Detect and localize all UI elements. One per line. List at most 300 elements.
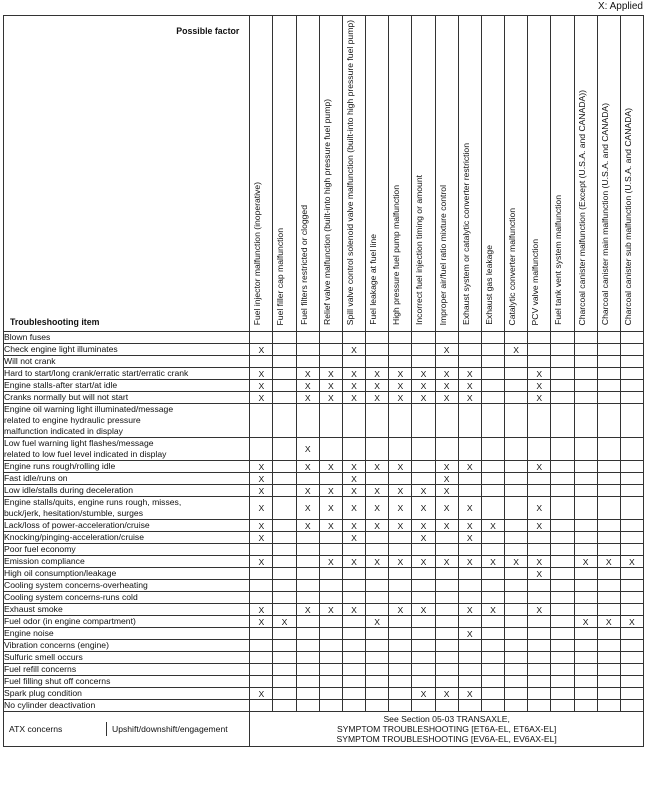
empty-cell: [273, 652, 296, 664]
empty-cell: [366, 652, 389, 664]
applied-mark: X: [528, 520, 551, 532]
factor-label: Charcoal canister malfunction (Except (U.S.A. and CANADA)): [576, 89, 587, 326]
empty-cell: [273, 688, 296, 700]
applied-mark: X: [342, 604, 365, 616]
empty-cell: [412, 700, 435, 712]
applied-mark: X: [435, 392, 458, 404]
applied-mark: X: [597, 616, 620, 628]
applied-mark: X: [574, 616, 597, 628]
empty-cell: [597, 628, 620, 640]
empty-cell: [481, 688, 504, 700]
empty-cell: [574, 438, 597, 461]
empty-cell: [319, 676, 342, 688]
empty-cell: [342, 544, 365, 556]
empty-cell: [528, 473, 551, 485]
empty-cell: [481, 356, 504, 368]
empty-cell: [250, 544, 273, 556]
empty-cell: [273, 700, 296, 712]
factor-label: Exhaust system or catalytic converter restriction: [460, 143, 471, 326]
table-row: [4, 438, 644, 461]
empty-cell: [574, 485, 597, 497]
factor-label: Spill valve control solenoid valve malfunction (built-into high pressure fuel pump): [344, 20, 355, 326]
empty-cell: [574, 544, 597, 556]
troubleshooting-item: Engine stalls-after start/at idle: [4, 380, 250, 392]
empty-cell: [366, 438, 389, 461]
empty-cell: [481, 568, 504, 580]
applied-mark: X: [435, 380, 458, 392]
empty-cell: [389, 688, 412, 700]
empty-cell: [574, 532, 597, 544]
troubleshooting-item: Fuel filling shut off concerns: [4, 676, 250, 688]
factor-header-9: [435, 16, 458, 332]
table-row: [4, 497, 644, 520]
empty-cell: [458, 404, 481, 438]
applied-mark: X: [273, 616, 296, 628]
applied-mark: X: [366, 380, 389, 392]
empty-cell: [366, 664, 389, 676]
empty-cell: [481, 580, 504, 592]
applied-mark: X: [342, 556, 365, 568]
empty-cell: [458, 592, 481, 604]
applied-mark: X: [458, 628, 481, 640]
applied-mark: X: [389, 368, 412, 380]
empty-cell: [620, 461, 643, 473]
empty-cell: [597, 520, 620, 532]
applied-mark: X: [250, 688, 273, 700]
applied-mark: X: [505, 344, 528, 356]
empty-cell: [273, 380, 296, 392]
empty-cell: [481, 497, 504, 520]
empty-cell: [551, 544, 574, 556]
empty-cell: [620, 344, 643, 356]
empty-cell: [505, 568, 528, 580]
factor-label: PCV valve malfunction: [530, 238, 541, 326]
empty-cell: [481, 404, 504, 438]
empty-cell: [574, 664, 597, 676]
table-row: [4, 664, 644, 676]
empty-cell: [319, 628, 342, 640]
empty-cell: [412, 616, 435, 628]
applied-mark: X: [435, 485, 458, 497]
empty-cell: [551, 380, 574, 392]
empty-cell: [597, 688, 620, 700]
empty-cell: [319, 616, 342, 628]
empty-cell: [597, 652, 620, 664]
empty-cell: [435, 356, 458, 368]
empty-cell: [481, 485, 504, 497]
empty-cell: [597, 438, 620, 461]
empty-cell: [319, 404, 342, 438]
table-row: [4, 485, 644, 497]
factor-header-17: [620, 16, 643, 332]
table-row: [4, 700, 644, 712]
empty-cell: [597, 473, 620, 485]
applied-mark: X: [528, 392, 551, 404]
applied-mark: X: [366, 520, 389, 532]
factor-header-4: [319, 16, 342, 332]
empty-cell: [481, 616, 504, 628]
troubleshooting-item: Low fuel warning light flashes/message related to low fuel level indicated in display: [4, 438, 250, 461]
empty-cell: [551, 616, 574, 628]
empty-cell: [505, 676, 528, 688]
empty-cell: [574, 676, 597, 688]
empty-cell: [273, 544, 296, 556]
applied-mark: X: [458, 688, 481, 700]
factor-label: Improper air/fuel ratio mixture control: [437, 184, 448, 326]
table-row: [4, 473, 644, 485]
table-body: [4, 332, 644, 747]
empty-cell: [366, 604, 389, 616]
applied-mark: X: [458, 604, 481, 616]
empty-cell: [551, 404, 574, 438]
empty-cell: [597, 356, 620, 368]
empty-cell: [481, 344, 504, 356]
empty-cell: [597, 532, 620, 544]
empty-cell: [505, 640, 528, 652]
troubleshooting-item: Fast idle/runs on: [4, 473, 250, 485]
empty-cell: [574, 604, 597, 616]
empty-cell: [296, 332, 319, 344]
empty-cell: [435, 628, 458, 640]
empty-cell: [620, 676, 643, 688]
empty-cell: [435, 532, 458, 544]
applied-mark: X: [458, 520, 481, 532]
empty-cell: [505, 380, 528, 392]
empty-cell: [296, 344, 319, 356]
empty-cell: [574, 356, 597, 368]
applied-mark: X: [458, 368, 481, 380]
table-row: [4, 556, 644, 568]
empty-cell: [319, 700, 342, 712]
table-row: [4, 568, 644, 580]
empty-cell: [597, 404, 620, 438]
applied-mark: X: [412, 497, 435, 520]
empty-cell: [620, 380, 643, 392]
troubleshooting-item: Will not crank: [4, 356, 250, 368]
empty-cell: [273, 640, 296, 652]
empty-cell: [296, 676, 319, 688]
table-row: [4, 676, 644, 688]
empty-cell: [528, 344, 551, 356]
empty-cell: [574, 332, 597, 344]
empty-cell: [273, 461, 296, 473]
empty-cell: [342, 356, 365, 368]
applied-mark: X: [366, 485, 389, 497]
applied-mark: X: [296, 520, 319, 532]
empty-cell: [250, 592, 273, 604]
empty-cell: [250, 676, 273, 688]
applied-mark: X: [319, 368, 342, 380]
applied-mark: X: [435, 461, 458, 473]
table-row: [4, 332, 644, 344]
empty-cell: [551, 344, 574, 356]
troubleshooting-item: Engine oil warning light illuminated/message related to engine hydraulic pressure malfunction indicated in display: [4, 404, 250, 438]
applied-mark: X: [319, 485, 342, 497]
empty-cell: [551, 688, 574, 700]
troubleshooting-item: Engine noise: [4, 628, 250, 640]
factor-header-7: [389, 16, 412, 332]
empty-cell: [597, 497, 620, 520]
empty-cell: [250, 568, 273, 580]
empty-cell: [412, 344, 435, 356]
empty-cell: [551, 640, 574, 652]
empty-cell: [389, 616, 412, 628]
empty-cell: [250, 332, 273, 344]
empty-cell: [366, 473, 389, 485]
troubleshooting-item: Lack/loss of power-acceleration/cruise: [4, 520, 250, 532]
empty-cell: [366, 404, 389, 438]
factor-header-2: [273, 16, 296, 332]
atx-sub-item-label: Upshift/downshift/engagement: [112, 724, 228, 735]
applied-mark: X: [435, 368, 458, 380]
empty-cell: [389, 356, 412, 368]
troubleshooting-item: Cranks normally but will not start: [4, 392, 250, 404]
possible-factor-label: Possible factor: [176, 26, 240, 36]
empty-cell: [389, 628, 412, 640]
factor-header-5: [342, 16, 365, 332]
applied-mark: X: [458, 556, 481, 568]
empty-cell: [481, 652, 504, 664]
applied-mark: X: [296, 461, 319, 473]
empty-cell: [574, 652, 597, 664]
applied-mark: X: [481, 604, 504, 616]
empty-cell: [296, 404, 319, 438]
empty-cell: [481, 438, 504, 461]
table-row: [4, 652, 644, 664]
empty-cell: [597, 461, 620, 473]
empty-cell: [574, 368, 597, 380]
empty-cell: [366, 568, 389, 580]
empty-cell: [505, 332, 528, 344]
empty-cell: [597, 485, 620, 497]
applied-mark: X: [250, 497, 273, 520]
factor-header-14: [551, 16, 574, 332]
empty-cell: [574, 640, 597, 652]
empty-cell: [273, 604, 296, 616]
empty-cell: [505, 438, 528, 461]
empty-cell: [574, 497, 597, 520]
table-row: [4, 628, 644, 640]
empty-cell: [620, 473, 643, 485]
empty-cell: [597, 700, 620, 712]
empty-cell: [273, 438, 296, 461]
applied-mark: X: [319, 604, 342, 616]
empty-cell: [620, 652, 643, 664]
applied-mark: X: [597, 556, 620, 568]
empty-cell: [296, 580, 319, 592]
empty-cell: [597, 368, 620, 380]
applied-mark: X: [412, 604, 435, 616]
empty-cell: [528, 592, 551, 604]
factor-label: Charcoal canister main malfunction (U.S.A. and CANADA): [599, 103, 610, 326]
troubleshooting-item: Low idle/stalls during deceleration: [4, 485, 250, 497]
empty-cell: [620, 700, 643, 712]
empty-cell: [319, 664, 342, 676]
empty-cell: [481, 592, 504, 604]
empty-cell: [505, 664, 528, 676]
empty-cell: [296, 473, 319, 485]
empty-cell: [342, 688, 365, 700]
applied-mark: X: [620, 556, 643, 568]
empty-cell: [458, 356, 481, 368]
factor-label: High pressure fuel pump malfunction: [391, 185, 402, 326]
empty-cell: [551, 676, 574, 688]
empty-cell: [296, 356, 319, 368]
empty-cell: [458, 438, 481, 461]
empty-cell: [620, 580, 643, 592]
empty-cell: [342, 664, 365, 676]
table-row: [4, 520, 644, 532]
applied-mark: X: [389, 380, 412, 392]
empty-cell: [597, 580, 620, 592]
empty-cell: [597, 664, 620, 676]
empty-cell: [481, 380, 504, 392]
empty-cell: [528, 580, 551, 592]
empty-cell: [620, 628, 643, 640]
empty-cell: [435, 676, 458, 688]
atx-reference-note: See Section 05-03 TRANSAXLE, SYMPTOM TROUBLESHOOTING [ET6A-EL, ET6AX-EL] SYMPTOM TROUBLESHOOTING [EV6A-EL, EV6AX-EL]: [250, 712, 644, 747]
empty-cell: [620, 356, 643, 368]
factor-label: Fuel injector malfunction (inoperative): [252, 181, 263, 326]
empty-cell: [342, 404, 365, 438]
troubleshooting-item: High oil consumption/leakage: [4, 568, 250, 580]
empty-cell: [528, 404, 551, 438]
empty-cell: [296, 652, 319, 664]
empty-cell: [505, 604, 528, 616]
empty-cell: [389, 676, 412, 688]
empty-cell: [319, 652, 342, 664]
applied-mark: X: [366, 556, 389, 568]
empty-cell: [435, 332, 458, 344]
empty-cell: [528, 616, 551, 628]
empty-cell: [412, 461, 435, 473]
empty-cell: [458, 544, 481, 556]
table-row: [4, 532, 644, 544]
empty-cell: [412, 640, 435, 652]
empty-cell: [273, 473, 296, 485]
applied-mark: X: [481, 520, 504, 532]
empty-cell: [574, 700, 597, 712]
empty-cell: [273, 628, 296, 640]
applied-mark: X: [296, 380, 319, 392]
empty-cell: [250, 628, 273, 640]
empty-cell: [597, 676, 620, 688]
empty-cell: [481, 664, 504, 676]
empty-cell: [551, 368, 574, 380]
empty-cell: [296, 616, 319, 628]
empty-cell: [551, 568, 574, 580]
applied-mark: X: [250, 344, 273, 356]
empty-cell: [574, 580, 597, 592]
applied-mark: X: [458, 392, 481, 404]
empty-cell: [342, 438, 365, 461]
table-row: [4, 368, 644, 380]
applied-mark: X: [389, 556, 412, 568]
applied-mark: X: [435, 520, 458, 532]
empty-cell: [481, 628, 504, 640]
empty-cell: [505, 356, 528, 368]
empty-cell: [342, 580, 365, 592]
factor-label: Exhaust gas leakage: [483, 245, 494, 326]
empty-cell: [597, 392, 620, 404]
empty-cell: [620, 604, 643, 616]
factor-header-1: [250, 16, 273, 332]
empty-cell: [273, 404, 296, 438]
applied-mark: X: [528, 368, 551, 380]
empty-cell: [505, 473, 528, 485]
empty-cell: [435, 604, 458, 616]
factor-label: Fuel tank vent system malfunction: [553, 195, 564, 326]
empty-cell: [273, 368, 296, 380]
applied-mark: X: [435, 556, 458, 568]
applied-mark: X: [435, 688, 458, 700]
empty-cell: [597, 604, 620, 616]
applied-mark: X: [389, 392, 412, 404]
empty-cell: [342, 628, 365, 640]
empty-cell: [389, 344, 412, 356]
applied-mark: X: [296, 497, 319, 520]
applied-mark: X: [250, 380, 273, 392]
empty-cell: [505, 392, 528, 404]
empty-cell: [620, 664, 643, 676]
factor-header-13: [528, 16, 551, 332]
empty-cell: [481, 473, 504, 485]
applied-mark: X: [389, 520, 412, 532]
troubleshooting-item: Cooling system concerns-overheating: [4, 580, 250, 592]
empty-cell: [505, 520, 528, 532]
empty-cell: [366, 356, 389, 368]
applied-mark: X: [342, 473, 365, 485]
empty-cell: [250, 664, 273, 676]
empty-cell: [389, 532, 412, 544]
table-row: [4, 544, 644, 556]
empty-cell: [528, 640, 551, 652]
empty-cell: [342, 332, 365, 344]
empty-cell: [574, 568, 597, 580]
empty-cell: [250, 580, 273, 592]
empty-cell: [412, 580, 435, 592]
empty-cell: [505, 368, 528, 380]
empty-cell: [574, 392, 597, 404]
empty-cell: [481, 640, 504, 652]
empty-cell: [273, 356, 296, 368]
empty-cell: [366, 344, 389, 356]
empty-cell: [389, 640, 412, 652]
empty-cell: [412, 652, 435, 664]
empty-cell: [250, 356, 273, 368]
factor-label: Incorrect fuel injection timing or amount: [414, 175, 425, 326]
empty-cell: [574, 628, 597, 640]
empty-cell: [574, 520, 597, 532]
empty-cell: [296, 556, 319, 568]
empty-cell: [505, 580, 528, 592]
empty-cell: [319, 544, 342, 556]
empty-cell: [481, 332, 504, 344]
empty-cell: [528, 652, 551, 664]
empty-cell: [458, 332, 481, 344]
empty-cell: [412, 544, 435, 556]
applied-mark: X: [342, 485, 365, 497]
applied-mark: X: [296, 368, 319, 380]
applied-mark: X: [458, 380, 481, 392]
empty-cell: [319, 688, 342, 700]
troubleshooting-item: Spark plug condition: [4, 688, 250, 700]
empty-cell: [412, 356, 435, 368]
empty-cell: [505, 404, 528, 438]
empty-cell: [481, 544, 504, 556]
empty-cell: [505, 628, 528, 640]
empty-cell: [574, 404, 597, 438]
